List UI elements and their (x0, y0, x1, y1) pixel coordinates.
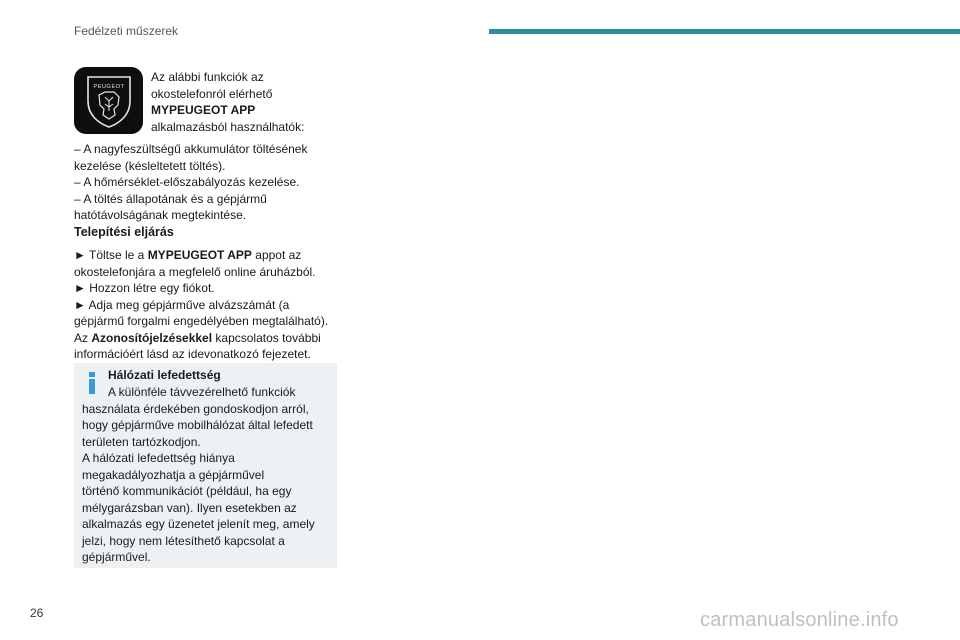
info-line: történő kommunikációt (például, ha egy (82, 484, 292, 498)
app-name: MYPEUGEOT APP (151, 103, 256, 117)
info-box (74, 363, 337, 568)
step-line: gépjármű forgalmi engedélyében megtalálható). (74, 314, 329, 328)
page-number: 26 (30, 606, 44, 620)
info-line: használata érdekében gondoskodjon arról, (82, 401, 309, 416)
list-item: – A nagyfeszültségű akkumulátor töltésének (74, 142, 308, 156)
step-line (74, 247, 344, 264)
intro-line: alkalmazásból használhatók: (151, 119, 305, 134)
watermark[interactable]: carmanualsonline.info (700, 609, 899, 631)
info-line: jelzi, hogy nem létesíthető kapcsolat a (82, 533, 285, 548)
feature-list (74, 141, 344, 224)
page-section-title: Fedélzeti műszerek (74, 24, 179, 38)
info-line: alkalmazás egy üzenetet jelenít meg, amely (82, 517, 315, 531)
reference-text: kapcsolatos további (212, 330, 321, 345)
step-line: ► Hozzon létre egy fiókot. (74, 281, 215, 295)
intro-paragraph (151, 69, 351, 135)
list-item: kezelése (késleltetett töltés). (74, 158, 226, 173)
section-heading: Telepítési eljárás (74, 225, 174, 239)
reference-line (74, 330, 344, 347)
reference-text: Az (74, 330, 92, 345)
step-text: appot az (251, 248, 302, 262)
app-name: MYPEUGEOT APP (147, 248, 252, 262)
info-line: hogy gépjárműve mobilhálózat által lefedett (82, 418, 313, 432)
info-line: A hálózati lefedettség hiánya (82, 451, 235, 465)
header-rule (489, 29, 960, 34)
brand-text: PEUGEOT (92, 83, 125, 90)
info-title: Hálózati lefedettség (108, 368, 221, 382)
procedure-steps (74, 247, 344, 363)
reference-link-text: Azonosítójelzésekkel (91, 330, 213, 345)
intro-line: okostelefonról elérhető (151, 86, 273, 101)
step-text: ► Töltse le a (74, 248, 148, 262)
info-line: mélygarázsban van). Ilyen esetekben az (82, 500, 297, 515)
step-line: ► Adja meg gépjárműve alvázszámát (a (74, 297, 290, 312)
info-line: megakadályozhatja a gépjárművel (82, 467, 265, 482)
list-item: – A hőmérséklet-előszabályozás kezelése. (74, 175, 300, 189)
reference-line: információért lásd az idevonatkozó fejezetet. (74, 347, 311, 361)
info-text (82, 384, 332, 566)
info-line: gépjárművel. (82, 550, 151, 564)
info-line: A különféle távvezérelhető funkciók (108, 385, 296, 399)
peugeot-lion-icon (74, 67, 143, 134)
intro-line: Az alábbi funkciók az (151, 70, 264, 84)
list-item: – A töltés állapotának és a gépjármű (74, 191, 267, 206)
step-line: okostelefonjára a megfelelő online áruházból. (74, 264, 316, 279)
list-item: hatótávolságának megtekintése. (74, 208, 247, 222)
info-line: területen tartózkodjon. (82, 434, 201, 449)
lion-shield-icon (84, 73, 134, 129)
